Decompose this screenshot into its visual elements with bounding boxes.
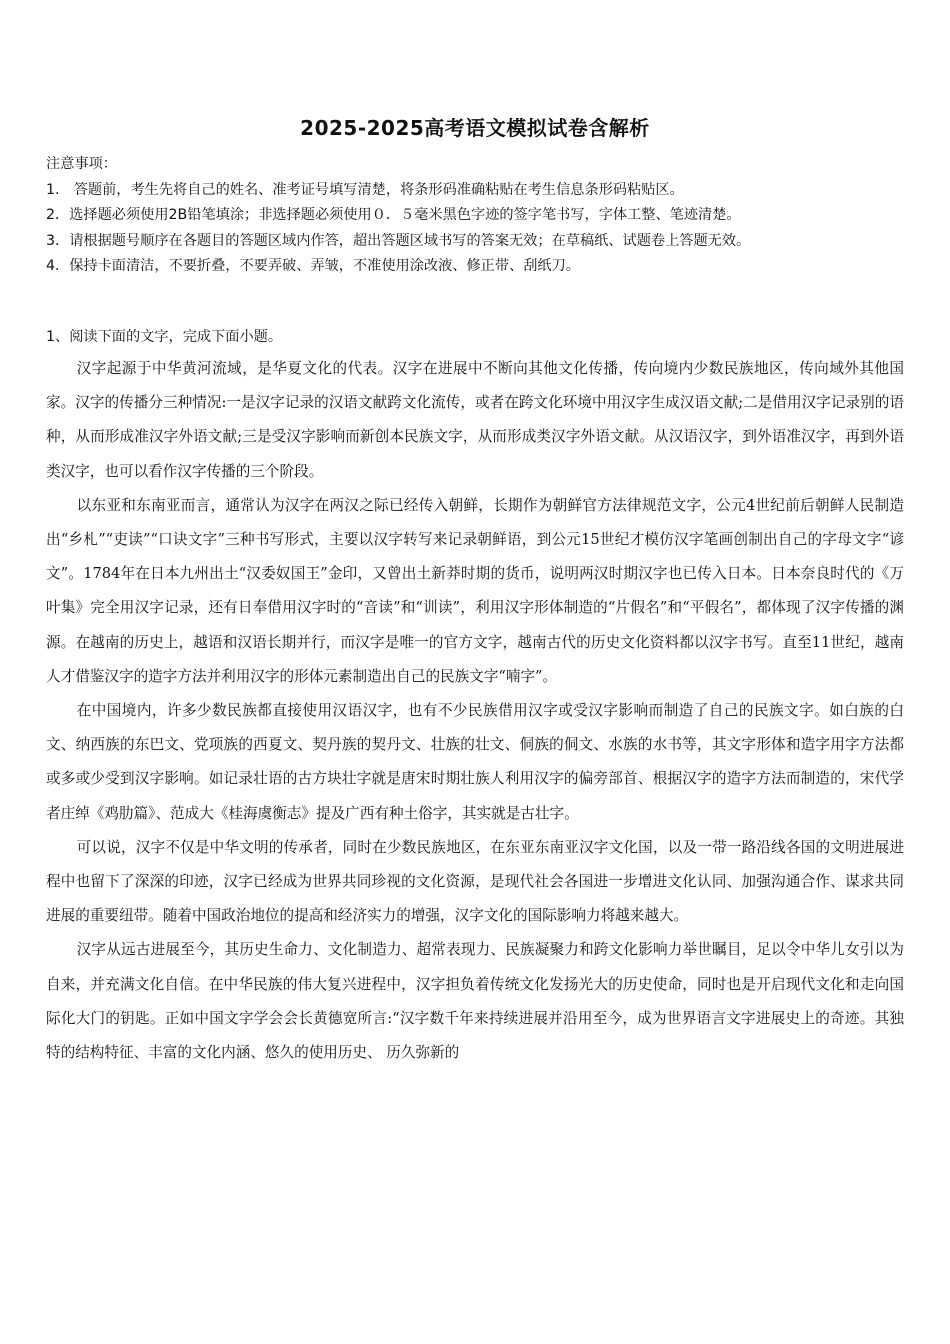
notice-item: 1. 答题前，考生先将自己的姓名、准考证号填写清楚，将条形码准确粘贴在考生信息条形码粘贴区。 [46,181,684,198]
question-prompt: 1、阅读下面的文字，完成下面小题。 [46,329,283,345]
page-title: 2025-2025高考语文模拟试卷含解析 [300,116,650,140]
notice-item: 4．保持卡面清洁，不要折叠，不要弄破、弄皱，不准使用涂改液、修正带、刮纸刀。 [46,258,580,274]
passage-paragraph: 以东亚和东南亚而言，通常认为汉字在两汉之际已经传入朝鲜，长期作为朝鲜官方法律规范文字，公元4世纪前后朝鲜人民制造出“乡札”“吏读”“口诀文字”三种书写形式，主要以汉字转写来记录朝鲜语，到公元15世纪才模仿汉字笔画创制出自己的字母文字“谚文”。1784年在日本九州出土“汉委奴国王”金印，又曾出土新莽时期的货币，说明两汉时期汉字也已传入日本。日本奈良时代的《万叶集》完全用汉字记录，还有日奉借用汉字时的“音读”和“训读”，利用汉字形体制造的“片假名”和“平假名”，都体现了汉字传播的渊源。在越南的历史上，越语和汉语长期并行，而汉字是唯一的官方文字，越南古代的历史文化资料都以汉字书写。直至11世纪，越南人才借鉴汉字的造字方法并利用汉字的形体元素制造出自己的民族文字“喃字”。 [46,496,904,685]
passage-paragraph: 汉字从远古进展至今，其历史生命力、文化制造力、超常表现力、民族凝聚力和跨文化影响力举世瞩目，足以令中华儿女引以为自来，并充满文化自信。在中华民族的伟大复兴进程中，汉字担负着传统文化发扬光大的历史使命，同时也是开启现代文化和走向国际化大门的钥匙。正如中国文字学会会长黄德宽所言:“汉字数千年来持续进展并沿用至今，成为世界语言文字进展史上的奇迹。其独特的结构特征、丰富的文化内涵、悠久的使用历史、 历久弥新的 [46,941,904,1062]
notice-heading: 注意事项： [46,156,117,172]
passage-paragraph: 在中国境内，许多少数民族都直接使用汉语汉字，也有不少民族借用汉字或受汉字影响而制造了自己的民族文字。如白族的白文、纳西族的东巴文、党项族的西夏文、契丹族的契丹文、壮族的壮文、侗族的侗文、水族的水书等，其文字形体和造字用字方法都或多或少受到汉字影响。如记录壮语的古方块壮字就是唐宋时期壮族人利用汉字的偏旁部首、根据汉字的造字方法而制造的，宋代学者庄绰《鸡肋篇》、范成大《桂海虞衡志》提及广西有种土俗字，其实就是古壮字。 [46,702,904,822]
passage-paragraph: 汉字起源于中华黄河流域，是华夏文化的代表。汉字在进展中不断向其他文化传播，传向境内少数民族地区，传向域外其他国家。汉字的传播分三种情况:一是汉字记录的汉语文献跨文化流传，或者在跨文化环境中用汉字生成汉语文献;二是借用汉字记录别的语种，从而形成准汉字外语文献;三是受汉字影响而新创本民族文字，从而形成类汉字外语文献。从汉语汉字，到外语准汉字，再到外语类汉字，也可以看作汉字传播的三个阶段。 [46,360,904,480]
notice-item: 3．请根据题号顺序在各题目的答题区域内作答，超出答题区域书写的答案无效；在草稿纸、试题卷上答题无效。 [46,232,751,249]
passage-paragraph: 可以说，汉字不仅是中华文明的传承者，同时在少数民族地区，在东亚东南亚汉字文化国，以及一带一路沿线各国的文明进展进程中也留下了深深的印迹，汉字已经成为世界共同珍视的文化资源，是现代社会各国进一步增进文化认同、加强沟通合作、谋求共同进展的重要纽带。随着中国政治地位的提高和经济实力的增强，汉字文化的国际影响力将越来越大。 [46,838,904,925]
reading-passage [46,352,904,1070]
notice-section [46,152,906,280]
notice-item: 2．选择题必须使用2B铅笔填涂；非选择题必须使用０．５毫米黑色字迹的签字笔书写，字体工整、笔迹清楚。 [46,207,741,223]
